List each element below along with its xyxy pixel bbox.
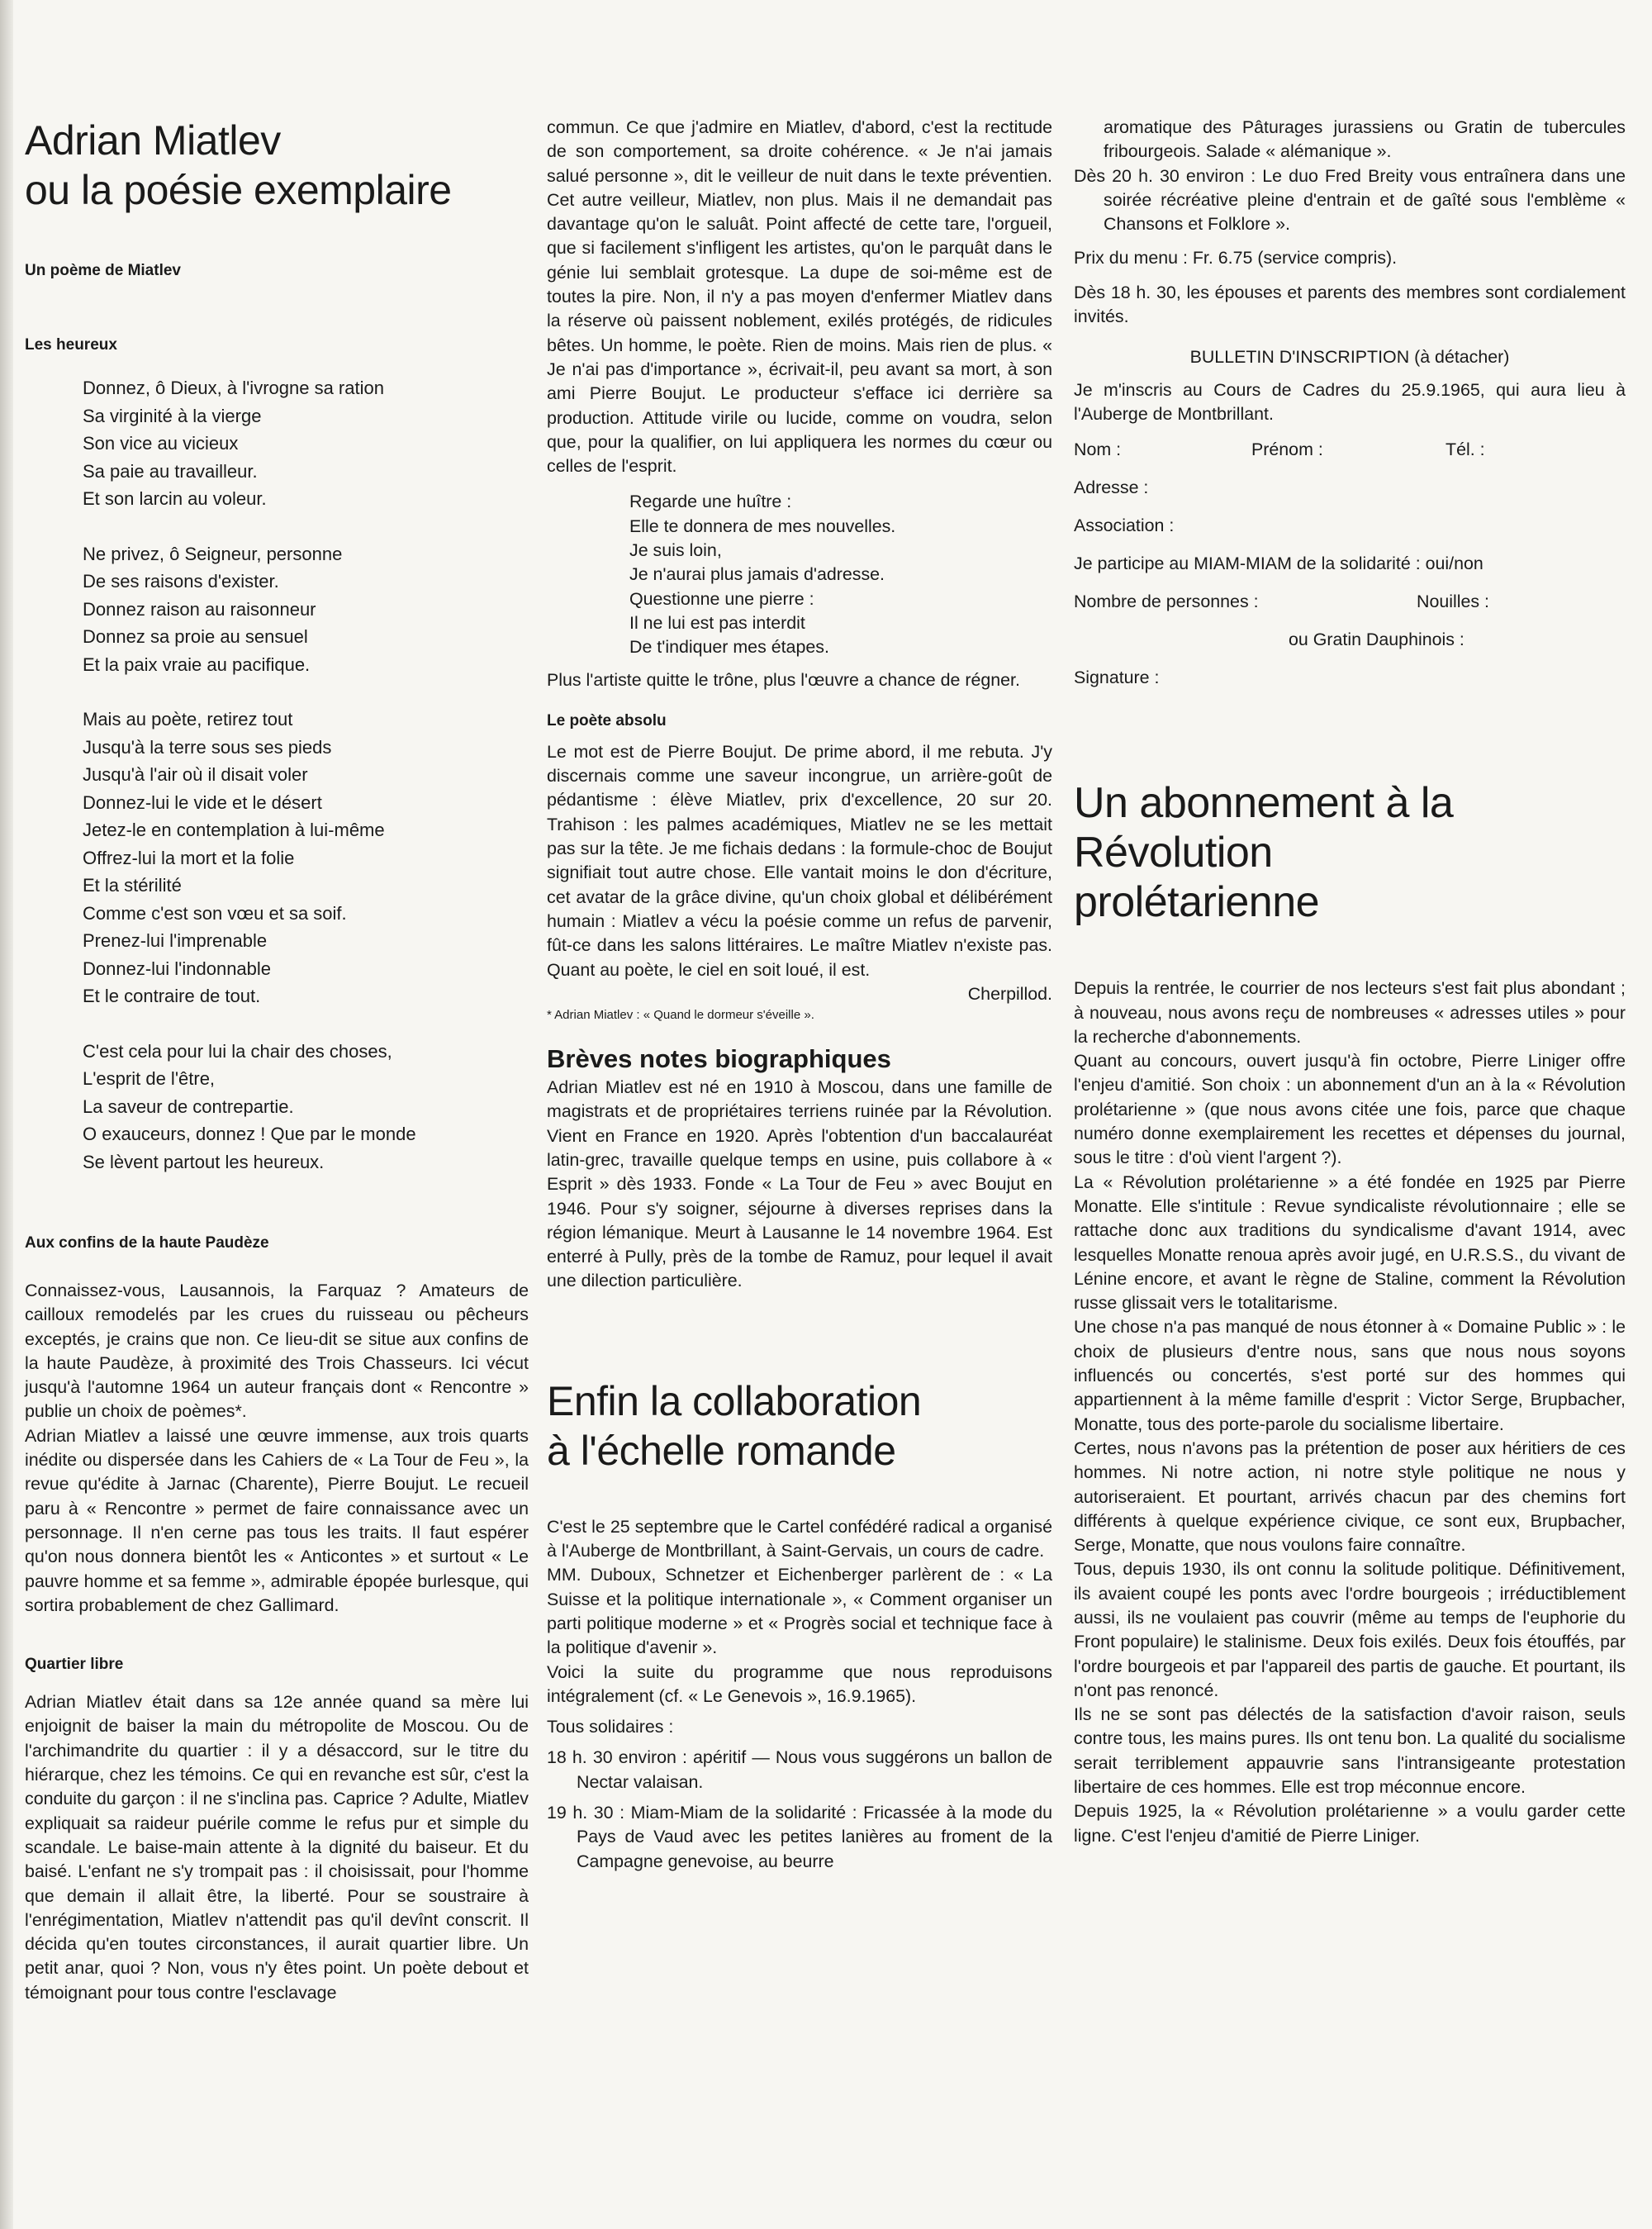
verse-line: Son vice au vicieux (83, 433, 239, 454)
heading-confins: Aux confins de la haute Paudèze (25, 1234, 269, 1252)
paragraph: C'est le 25 septembre que le Cartel confédéré radical a organisé à l'Auberge de Montbrillant, à Saint-Gervais, un cours de cadre. (547, 1516, 1052, 1561)
paragraph: Adrian Miatlev est né en 1910 à Moscou, dans une famille de magistrats et de propriétaires terriens ruinée par la Révolution. Vient en France en 1920. Après l'obtention d'un baccalauréat latin-grec, travaille quelque temps en usine, puis collabore à « Esprit » dès 1933. Fonde « La Tour de Feu » avec Boujut en 1946. Pour s'y soigner, séjourne à diverses reprises dans la région lémanique. Meurt à Lausanne le 14 novembre 1964. Est enterré à Pully, près de la tombe de Ramuz, pour lequel il avait une dilection particulière. (547, 1077, 1052, 1291)
verse-line: Sa virginité à la vierge (83, 405, 262, 426)
bulletin-intro: Je m'inscris au Cours de Cadres du 25.9.1965, qui aura lieu à l'Auberge de Montbrillant. (1074, 379, 1626, 424)
column-middle (547, 116, 1052, 1874)
label-adresse: Adresse : (1074, 478, 1149, 498)
poem-title: Les heureux (25, 336, 117, 354)
paragraph: Une chose n'a pas manqué de nous étonner à « Domaine Public » : le choix de plusieurs d'entre nous, sans que nous nous soyons influencés ou concertés, s'est porté sur des hommes qui appartiennent à la même famille d'esprit : Victor Serge, Brupbacher, Monatte, tous des porte-parole du socialisme libertaire. (1074, 1317, 1626, 1434)
verse-line: Et la paix vraie au pacifique. (83, 653, 311, 675)
verse-line: Regarde une huître : (629, 492, 792, 512)
paragraph: Adrian Miatlev a laissé une œuvre immense, aux trois quarts inédite ou dispersée dans les Cahiers de « La Tour de Feu », la revue qu'édite à Jarnac (Charente), Pierre Boujut. Le recueil paru à « Rencontre » permet de faire connaissance avec un personnage. Il n'en cerne pas tous les traits. Il faut espérer qu'on nous donnera bientôt les « Anticontes » et surtout « Le pauvre homme et sa femme », admirable épopée burlesque, qui sortira probablement de chez Gallimard. (25, 1425, 529, 1615)
poem-les-heureux (25, 374, 529, 1176)
paragraph: Adrian Miatlev était dans sa 12e année quand sa mère lui enjoignit de baiser la main du métropolite de Moscou. Ou de l'archimandrite du quartier : il y a désaccord, sur le titre du hiérarque, chez les témoins. Ce qui en revanche est sûr, c'est la conduite du garçon : il ne s'inclina pas. Caprice ? Adulte, Miatlev expliquait sa raideur puérile comme le refus pur et simple du scandale. Le baise-main attente à la dignité du baiseur. Et du baisé. L'enfant ne s'y trompait pas : il choisissait, pour l'homme que demain il allait être, la liberté. Pour se soustraire à l'enrégimentation, Miatlev n'attendit pas qu'il devînt conscrit. Il décida qu'en toutes circonstances, il aurait quartier libre. Un petit anar, quoi ? Non, vous n'y êtes point. Un poète debout et témoignant pour tous contre l'esclavage (25, 1692, 529, 2003)
verse-line: Jusqu'à la terre sous ses pieds (83, 736, 332, 758)
form-row-participe (1074, 552, 1626, 590)
column-left (25, 116, 529, 2005)
title-line: à l'échelle romande (547, 1427, 896, 1474)
form-row-signature (1074, 666, 1626, 704)
column-right (1074, 116, 1626, 1848)
paragraph: La « Révolution prolétarienne » a été fondée en 1925 par Pierre Monatte. Elle s'intitule : Revue syndicaliste révolutionnaire ; elle se rattache donc aux traditions du syndicalisme d'avant 1914, avec lesquelles Monatte renoua après avoir jugé, en U.R.S.S., du vivant de Lénine encore, et avant le règne de Staline, comment la Révolution russe glissait vers le totalitarisme. (1074, 1172, 1626, 1314)
poem-stanza-3 (83, 706, 529, 1010)
paragraph: Dès 18 h. 30, les épouses et parents des membres sont cordialement invités. (1074, 282, 1626, 327)
paragraph: Depuis 1925, la « Révolution prolétarienne » a voulu garder cette ligne. C'est l'enjeu d'amitié de Pierre Liniger. (1074, 1801, 1626, 1846)
verse-line: Questionne une pierre : (629, 588, 814, 609)
verse-line: Comme c'est son vœu et sa soif. (83, 902, 347, 924)
paragraph: Voici la suite du programme que nous reproduisons intégralement (cf. « Le Genevois », 16.9.1965). (547, 1661, 1052, 1706)
label-tel: Tél. : (1446, 440, 1485, 460)
form-row-association (1074, 514, 1626, 552)
title-line: ou la poésie exemplaire (25, 167, 452, 213)
page-binding-edge (0, 0, 13, 2229)
heading-poete-absolu: Le poète absolu (547, 711, 667, 730)
verse-line: Jetez-le en contemplation à lui-même (83, 820, 385, 840)
paragraph: Tous solidaires : (547, 1717, 674, 1737)
title-line: prolétarienne (1074, 878, 1320, 927)
paragraph: Le mot est de Pierre Boujut. De prime abord, il me rebuta. J'y discernais comme une saveur incongrue, un arrière-goût de pédantisme : élève Miatlev, prix d'excellence, 20 sur 20. Trahison : les palmes académiques, Miatlev ne se les mettait pas sur la tête. Je me fichais dedans : la formule-choc de Boujut signifiait tout autre chose. Elle vantait moins le don d'écriture, cet avatar de la grâce divine, qu'un choix global et délibérément humain : Miatlev a vécu la poésie comme un refus de parvenir, fût-ce dans les salons littéraires. Le maître Miatlev n'existe pas. Quant au poète, le ciel en soit loué, il est. (547, 741, 1052, 980)
label-nouilles: Nouilles : (1417, 592, 1489, 612)
verse-line: Et la stérilité (83, 875, 182, 896)
poem-huitre (547, 490, 1052, 659)
program-item: Dès 20 h. 30 environ : Le duo Fred Breity vous entraînera dans une soirée récréative pleine d'entrain et de gaîté sous l'emblème « Chansons et Folklore ». (1074, 165, 1626, 235)
paragraph: Plus l'artiste quitte le trône, plus l'œuvre a chance de régner. (547, 669, 1020, 690)
label-signature: Signature : (1074, 668, 1160, 688)
verse-line: L'esprit de l'être, (83, 1068, 216, 1089)
verse-line: Ne privez, ô Seigneur, personne (83, 543, 343, 564)
title-line: Enfin la collaboration (547, 1377, 922, 1424)
article-title-collaboration (547, 1376, 1052, 1476)
verse-line: La saveur de contrepartie. (83, 1095, 294, 1117)
paragraph: commun. Ce que j'admire en Miatlev, d'abord, c'est la rectitude de son comportement, sa droite cohérence. « Je n'ai jamais salué personne », dit le veilleur de nuit dans le texte préventien. Cet autre veilleur, Miatlev, non plus. Mais il ne demandait pas davantage qu'on le saluât. Point affecté de cette tare, l'orgueil, que si facilement s'infligent les artistes, qu'on le parquât dans le génie lui semblait grotesque. La dupe de soi-même est de toutes la pire. Non, il n'y a pas moyen d'enfermer Miatlev dans la réserve où paissent noblement, exilés protégés, de ridicules bêtes. Un homme, le poète. Rien de moins. Mais rien de plus. « Je n'ai pas d'importance », écrivait-il, peu avant sa mort, à son ami Pierre Boujut. Le producteur s'efface ici derrière sa production. Attitude virile ou lucide, comme on voudra, selon que, pour la qualifier, on lui appliquera les normes du cœur ou celles de l'esprit. (547, 117, 1052, 477)
verse-line: Mais au poète, retirez tout (83, 709, 293, 730)
footnote: * Adrian Miatlev : « Quand le dormeur s'éveille ». (547, 1008, 814, 1023)
paragraph: Connaissez-vous, Lausannois, la Farquaz ? Amateurs de cailloux remodelés par les crues du ruisseau ou pêcheurs exceptés, je crains que non. Ce lieu-dit se situe aux confins de la haute Paudèze, à proximité des Trois Chasseurs. Ici vécut jusqu'à l'automne 1964 un auteur français dont « Rencontre » publie un choix de poèmes*. (25, 1281, 529, 1422)
form-row-gratin (1074, 628, 1626, 666)
label-nom: Nom : (1074, 440, 1122, 460)
poem-stanza-1 (83, 374, 529, 513)
verse-line: Je suis loin, (629, 540, 722, 561)
verse-line: Donnez-lui l'indonnable (83, 958, 272, 979)
paragraph: Depuis la rentrée, le courrier de nos lecteurs s'est fait plus abondant ; à nouveau, nous avons reçu de nombreuses « adresses utiles » pour la recherche d'abonnements. (1074, 978, 1626, 1047)
verse-line: De t'indiquer mes étapes. (629, 637, 829, 658)
verse-line: Prenez-lui l'imprenable (83, 930, 268, 951)
verse-line: Elle te donnera de mes nouvelles. (629, 516, 896, 536)
paragraph: Quant au concours, ouvert jusqu'à fin octobre, Pierre Liniger offre l'enjeu d'amitié. Son choix : un abonnement d'un an à la « Révolution prolétarienne » (que nous avons citée une fois, parce que chaque numéro donne exemplairement les recettes et dépenses du journal, sous le titre : d'où vient l'argent ?). (1074, 1051, 1626, 1168)
title-line: Adrian Miatlev (25, 117, 281, 164)
label-association: Association : (1074, 516, 1175, 536)
paragraph: Ils ne se sont pas délectés de la satisfaction d'avoir raison, seuls contre tous, les mains pures. Ils ont tenu bon. La qualité du socialisme serait terriblement appauvrie sans l'intransigeante protestation libertaire de ces hommes. Elle est trop méconnue encore. (1074, 1704, 1626, 1798)
poem-intro: Un poème de Miatlev (25, 262, 181, 279)
verse-line: Et son larcin au voleur. (83, 488, 267, 509)
program-item-continued: aromatique des Pâturages jurassiens ou Gratin de tubercules fribourgeois. Salade « alémanique ». (1104, 117, 1626, 162)
verse-line: Offrez-lui la mort et la folie (83, 847, 295, 868)
verse-line: Donnez sa proie au sensuel (83, 626, 308, 647)
verse-line: C'est cela pour lui la chair des choses, (83, 1040, 392, 1062)
title-line: Révolution (1074, 829, 1273, 877)
program-item: 19 h. 30 : Miam-Miam de la solidarité : Fricassée à la mode du Pays de Vaud avec les petites lanières au froment de la Campagne genevoise, au beurre (547, 1803, 1052, 1871)
verse-line: Donnez-lui le vide et le désert (83, 791, 322, 813)
heading-quartier-libre: Quartier libre (25, 1656, 124, 1674)
poem-stanza-4 (83, 1038, 529, 1176)
form-row-adresse (1074, 476, 1626, 514)
verse-line: Sa paie au travailleur. (83, 460, 258, 482)
title-line: Un abonnement à la (1074, 779, 1454, 828)
paragraph: Tous, depuis 1930, ils ont connu la solitude politique. Définitivement, ils avaient coupé les ponts avec l'ordre bourgeois ; irréductiblement aussi, ils ne voulaient pas couvrir (même au temps de l'euphorie du Front populaire) le stalinisme. Deux fois exilés. Deux fois étouffés, par l'ordre bourgeois et par l'appareil des partis de gauche. Et pourtant, ils n'ont pas renoncé. (1074, 1559, 1626, 1700)
paragraph: MM. Duboux, Schnetzer et Eichenberger parlèrent de : « La Suisse et la politique internationale », « Comment organiser un parti politique moderne » et « Progrès social et technique face à la politique d'avenir ». (547, 1565, 1052, 1658)
verse-line: Donnez, ô Dieux, à l'ivrogne sa ration (83, 378, 384, 398)
poem-stanza-2 (83, 540, 529, 679)
label-participe: Je participe au MIAM-MIAM de la solidarité : oui/non (1074, 554, 1483, 574)
bulletin-title: BULLETIN D'INSCRIPTION (à détacher) (1189, 347, 1510, 368)
verse-line: Et le contraire de tout. (83, 986, 261, 1006)
label-nombre: Nombre de personnes : (1074, 592, 1259, 612)
verse-line: Donnez raison au raisonneur (83, 598, 316, 620)
verse-line: Jusqu'à l'air où il disait voler (83, 764, 308, 785)
paragraph: Certes, nous n'avons pas la prétention de poser aux héritiers de ces hommes. Ni notre action, ni notre style politique ne nous y autoriseraient. Et pourtant, arrivés chacun par des chemins fort différents à quelque expérience civique, ce sont eux, Brupbacher, Serge, Monatte, que nous voulons faire connaître. (1074, 1438, 1626, 1556)
verse-line: Je n'aurai plus jamais d'adresse. (629, 564, 885, 585)
verse-line: De ses raisons d'exister. (83, 571, 279, 592)
heading-breves-notes: Brèves notes biographiques (547, 1044, 891, 1074)
form-row-name (1074, 438, 1626, 476)
form-row-nombre (1074, 590, 1626, 628)
article-title-abonnement (1074, 778, 1626, 927)
author-signature: Cherpillod. (967, 983, 1052, 1004)
label-gratin: ou Gratin Dauphinois : (1289, 630, 1464, 650)
paragraph: Prix du menu : Fr. 6.75 (service compris). (1074, 248, 1398, 269)
label-prenom: Prénom : (1251, 440, 1323, 460)
article-title-miatlev (25, 116, 529, 215)
verse-line: O exauceurs, donnez ! Que par le monde (83, 1124, 416, 1144)
verse-line: Se lèvent partout les heureux. (83, 1151, 325, 1172)
verse-line: Il ne lui est pas interdit (629, 612, 805, 633)
program-item: 18 h. 30 environ : apéritif — Nous vous suggérons un ballon de Nectar valaisan. (547, 1747, 1052, 1792)
